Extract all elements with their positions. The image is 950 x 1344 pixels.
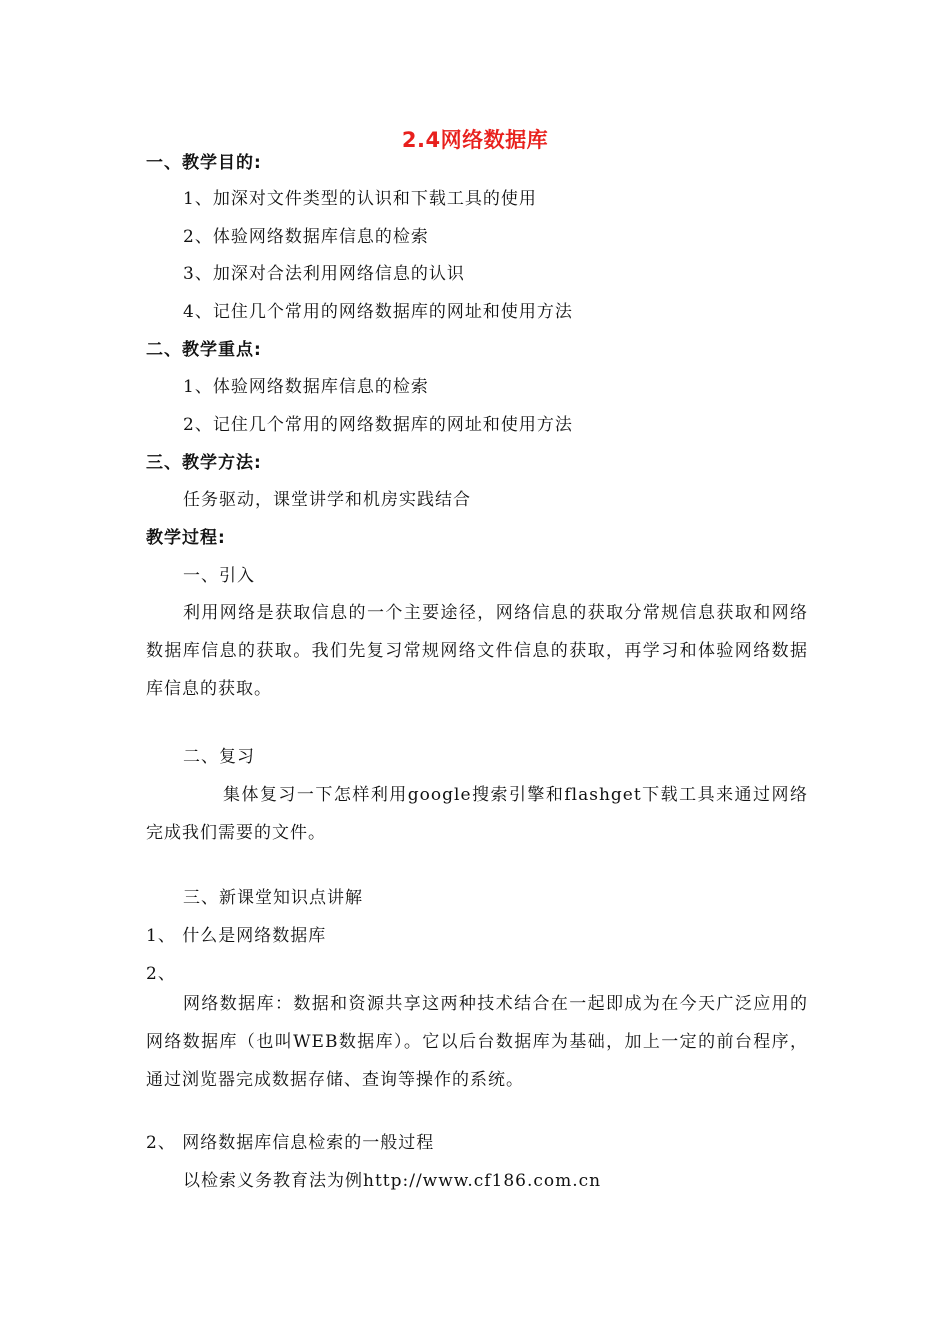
review-heading: 二、复习 [183, 747, 255, 767]
objective-item: 1、加深对文件类型的认识和下载工具的使用 [183, 189, 537, 209]
question-item: 1、 什么是网络数据库 [146, 926, 327, 946]
question-item: 2、 [146, 964, 176, 984]
objective-item: 4、记住几个常用的网络数据库的网址和使用方法 [183, 302, 573, 322]
new-lesson-heading: 三、新课堂知识点讲解 [183, 888, 363, 908]
section-heading-key-points: 二、教学重点: [146, 340, 262, 360]
intro-paragraph: 利用网络是获取信息的一个主要途径，网络信息的获取分常规信息获取和网络数据库信息的获取。我们先复习常规网络文件信息的获取，再学习和体验网络数据库信息的获取。 [146, 603, 808, 699]
question-item: 2、 网络数据库信息检索的一般过程 [146, 1133, 435, 1153]
definition-paragraph: 网络数据库：数据和资源共享这两种技术结合在一起即成为在今天广泛应用的网络数据库（也叫WEB数据库）。它以后台数据库为基础，加上一定的前台程序，通过浏览器完成数据存储、查询等操作的系统。 [146, 994, 808, 1090]
review-paragraph: 集体复习一下怎样利用google搜索引擎和flashget下载工具来通过网络完成我们需要的文件。 [146, 785, 808, 843]
section-heading-objectives: 一、教学目的: [146, 153, 262, 173]
objective-item: 2、体验网络数据库信息的检索 [183, 227, 429, 247]
section-heading-methods: 三、教学方法: [146, 453, 262, 473]
key-point-item: 1、体验网络数据库信息的检索 [183, 377, 429, 397]
key-point-item: 2、记住几个常用的网络数据库的网址和使用方法 [183, 415, 573, 435]
example-text: 以检索义务教育法为例http://www.cf186.com.cn [183, 1171, 602, 1191]
document-title: 2.4网络数据库 [401, 128, 549, 152]
methods-text: 任务驱动，课堂讲学和机房实践结合 [183, 490, 471, 510]
section-heading-process: 教学过程: [146, 528, 226, 548]
objective-item: 3、加深对合法利用网络信息的认识 [183, 264, 465, 284]
intro-heading: 一、引入 [183, 566, 255, 586]
